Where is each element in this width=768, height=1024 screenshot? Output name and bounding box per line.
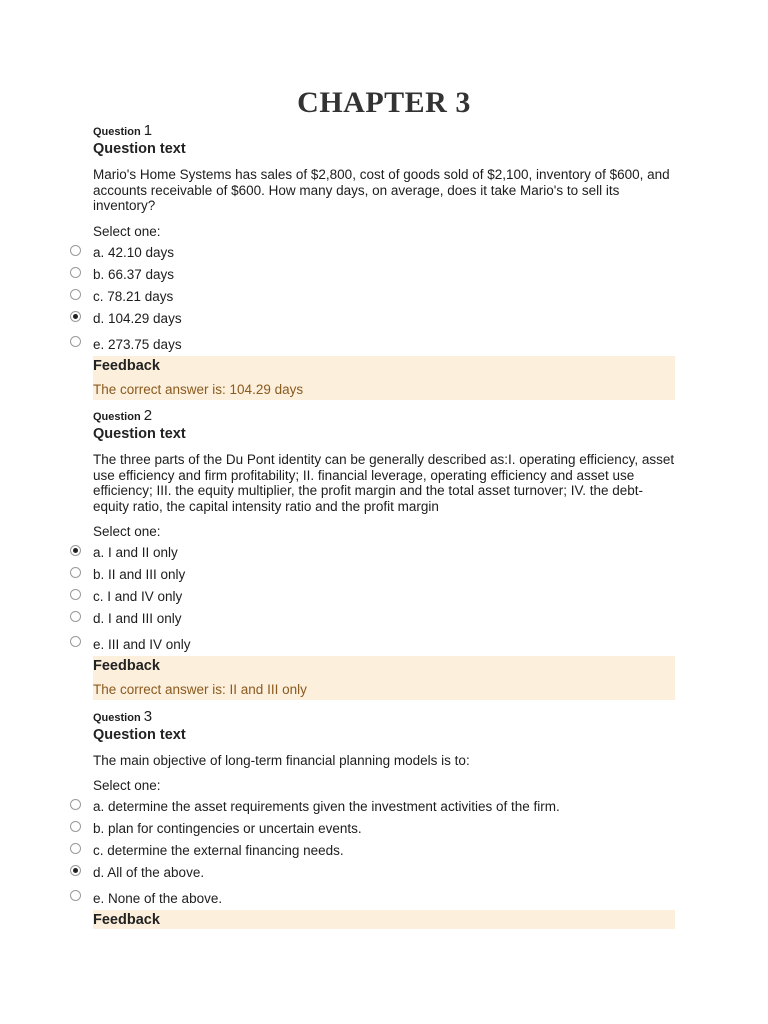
question-1 [93, 123, 675, 400]
option-label: b. 66.37 days [93, 266, 175, 282]
question-label: Question [93, 411, 141, 423]
question-text-heading: Question text [93, 727, 186, 743]
option-label: d. I and III only [93, 611, 182, 626]
radio-button-selected[interactable] [70, 311, 81, 322]
question-number [93, 123, 675, 140]
option-label: b. plan for contingencies or uncertain events. [93, 820, 362, 836]
option-label: a. determine the asset requirements given the investment activities of the firm. [93, 798, 560, 814]
feedback-box [93, 356, 675, 400]
option-label: d. 104.29 days [93, 310, 182, 326]
question-label: Question [93, 712, 141, 724]
answer-option-a[interactable] [93, 242, 675, 264]
radio-button[interactable] [70, 589, 81, 600]
answer-options [93, 542, 675, 656]
answer-option-a[interactable] [93, 796, 675, 818]
option-label: d. All of the above. [93, 864, 205, 880]
answer-option-b[interactable] [93, 818, 675, 840]
feedback-heading: Feedback [93, 357, 160, 374]
question-body: The main objective of long-term financial planning models is to: [93, 753, 470, 768]
feedback-heading: Feedback [93, 911, 160, 928]
option-label: c. I and IV only [93, 589, 183, 604]
question-2 [93, 408, 675, 700]
select-one-label: Select one: [93, 524, 161, 539]
option-label: c. 78.21 days [93, 288, 174, 304]
feedback-heading: Feedback [93, 658, 160, 674]
radio-button[interactable] [70, 611, 81, 622]
feedback-box [93, 656, 675, 700]
question-text-heading: Question text [93, 426, 186, 442]
answer-option-a[interactable] [93, 542, 675, 564]
radio-button[interactable] [70, 245, 81, 256]
feedback-text: The correct answer is: II and III only [93, 682, 307, 697]
select-one-label: Select one: [93, 223, 161, 239]
option-label: b. II and III only [93, 567, 186, 582]
answer-option-e[interactable] [93, 330, 675, 356]
answer-option-d[interactable] [93, 308, 675, 330]
select-one-label: Select one: [93, 777, 161, 793]
option-label: e. 273.75 days [93, 336, 182, 352]
answer-option-b[interactable] [93, 564, 675, 586]
answer-options [93, 242, 675, 356]
radio-button[interactable] [70, 336, 81, 347]
answer-option-e[interactable] [93, 884, 675, 910]
answer-option-b[interactable] [93, 264, 675, 286]
question-text-heading: Question text [93, 141, 186, 157]
option-label: a. 42.10 days [93, 244, 175, 260]
answer-option-c[interactable] [93, 286, 675, 308]
radio-button[interactable] [70, 799, 81, 810]
radio-button[interactable] [70, 267, 81, 278]
question-number-value: 2 [143, 407, 153, 424]
option-label: e. None of the above. [93, 890, 223, 906]
question-label: Question [93, 126, 141, 138]
radio-button[interactable] [70, 821, 81, 832]
question-body: The three parts of the Du Pont identity can be generally described as:I. operating efficiency, asset use efficiency and firm profitability; II. financial leverage, operating efficiency and asset use efficiency; III. the equity multiplier, the profit margin and the total asset turnover; IV. the debt-equity ratio, the capital intensity ratio and the profit margin [93, 452, 675, 514]
question-number [93, 709, 675, 726]
answer-options [93, 796, 675, 910]
question-number-value: 1 [143, 122, 153, 139]
radio-button[interactable] [70, 567, 81, 578]
page-title: CHAPTER 3 [297, 86, 471, 119]
feedback-text: The correct answer is: 104.29 days [93, 381, 304, 397]
answer-option-d[interactable] [93, 608, 675, 630]
radio-button-selected[interactable] [70, 545, 81, 556]
radio-button[interactable] [70, 636, 81, 647]
option-label: e. III and IV only [93, 637, 191, 652]
option-label: a. I and II only [93, 545, 178, 560]
feedback-box [93, 910, 675, 929]
option-label: c. determine the external financing needs. [93, 842, 344, 858]
question-number [93, 408, 675, 425]
question-3 [93, 709, 675, 929]
radio-button-selected[interactable] [70, 865, 81, 876]
radio-button[interactable] [70, 289, 81, 300]
radio-button[interactable] [70, 843, 81, 854]
answer-option-c[interactable] [93, 840, 675, 862]
answer-option-d[interactable] [93, 862, 675, 884]
answer-option-c[interactable] [93, 586, 675, 608]
answer-option-e[interactable] [93, 630, 675, 656]
question-number-value: 3 [143, 708, 153, 725]
radio-button[interactable] [70, 890, 81, 901]
question-body: Mario's Home Systems has sales of $2,800, cost of goods sold of $2,100, inventory of $600, and accounts receivable of $600. How many days, on average, does it take Mario's to sell its inventory? [93, 167, 670, 213]
